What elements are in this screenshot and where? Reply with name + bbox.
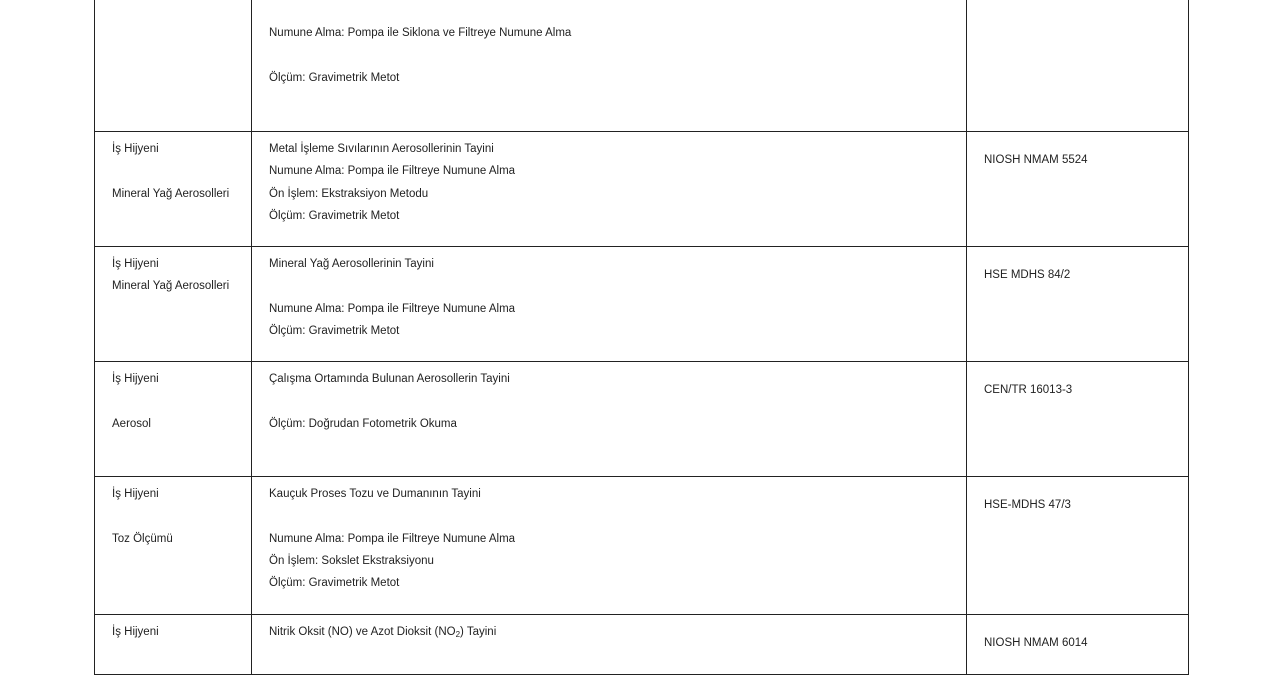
- standard-text: NIOSH NMAM 6014: [984, 637, 1088, 649]
- table-row: [95, 614, 1188, 674]
- method-cell: [252, 615, 967, 674]
- category-line: İş Hijyeni: [112, 488, 159, 500]
- method-line: Ölçüm: Gravimetrik Metot: [269, 72, 400, 84]
- method-line: Numune Alma: Pompa ile Filtreye Numune Alma: [269, 303, 516, 315]
- method-line: Numune Alma: Pompa ile Filtreye Numune Alma: [269, 533, 516, 545]
- method-cell: [252, 247, 967, 361]
- table-row: [95, 246, 1188, 361]
- table-row: [95, 0, 1188, 131]
- method-line: Ölçüm: Gravimetrik Metot: [269, 210, 400, 222]
- standard-cell: [967, 615, 1188, 674]
- standard-text: CEN/TR 16013-3: [984, 384, 1073, 396]
- standard-cell: [967, 247, 1188, 361]
- method-line: Ön İşlem: Ekstraksiyon Metodu: [269, 188, 429, 200]
- method-cell: [252, 362, 967, 476]
- method-line: Ölçüm: Gravimetrik Metot: [269, 577, 400, 589]
- category-line: Mineral Yağ Aerosolleri: [112, 188, 230, 200]
- method-line: Numune Alma: Pompa ile Filtreye Numune Alma: [269, 165, 516, 177]
- standard-text: HSE MDHS 84/2: [984, 269, 1071, 281]
- standard-text: HSE-MDHS 47/3: [984, 499, 1071, 511]
- method-line: Ölçüm: Gravimetrik Metot: [269, 325, 400, 337]
- standard-cell: [967, 477, 1188, 614]
- category-line: İş Hijyeni: [112, 626, 159, 638]
- method-line: Ölçüm: Doğrudan Fotometrik Okuma: [269, 418, 457, 430]
- method-cell: [252, 477, 967, 614]
- table-row: [95, 361, 1188, 476]
- category-line: Toz Ölçümü: [112, 533, 173, 545]
- method-cell: [252, 132, 967, 246]
- standard-cell: [967, 132, 1188, 246]
- table-row: [95, 131, 1188, 246]
- category-line: Aerosol: [112, 418, 151, 430]
- category-cell: [95, 132, 252, 246]
- category-cell: [95, 362, 252, 476]
- method-line: Numune Alma: Pompa ile Siklona ve Filtreye Numune Alma: [269, 27, 572, 39]
- method-line: Ön İşlem: Sokslet Ekstraksiyonu: [269, 555, 434, 567]
- standard-cell: [967, 0, 1188, 131]
- method-line: Kauçuk Proses Tozu ve Dumanının Tayini: [269, 488, 481, 500]
- method-line: Çalışma Ortamında Bulunan Aerosollerin Tayini: [269, 373, 510, 385]
- category-line: İş Hijyeni: [112, 258, 159, 270]
- category-cell: [95, 247, 252, 361]
- standard-cell: [967, 362, 1188, 476]
- category-cell: [95, 0, 252, 131]
- method-line: Metal İşleme Sıvılarının Aerosollerinin Tayini: [269, 143, 494, 155]
- methods-table: [94, 0, 1189, 675]
- method-cell: [252, 0, 967, 131]
- category-cell: [95, 477, 252, 614]
- method-line: Mineral Yağ Aerosollerinin Tayini: [269, 258, 434, 270]
- table-row: [95, 476, 1188, 614]
- category-cell: [95, 615, 252, 674]
- category-line: İş Hijyeni: [112, 143, 159, 155]
- category-line: Mineral Yağ Aerosolleri: [112, 280, 230, 292]
- category-line: İş Hijyeni: [112, 373, 159, 385]
- standard-text: NIOSH NMAM 5524: [984, 154, 1088, 166]
- method-line: Nitrik Oksit (NO) ve Azot Dioksit $(NO_2)$ Tayini: [269, 626, 497, 639]
